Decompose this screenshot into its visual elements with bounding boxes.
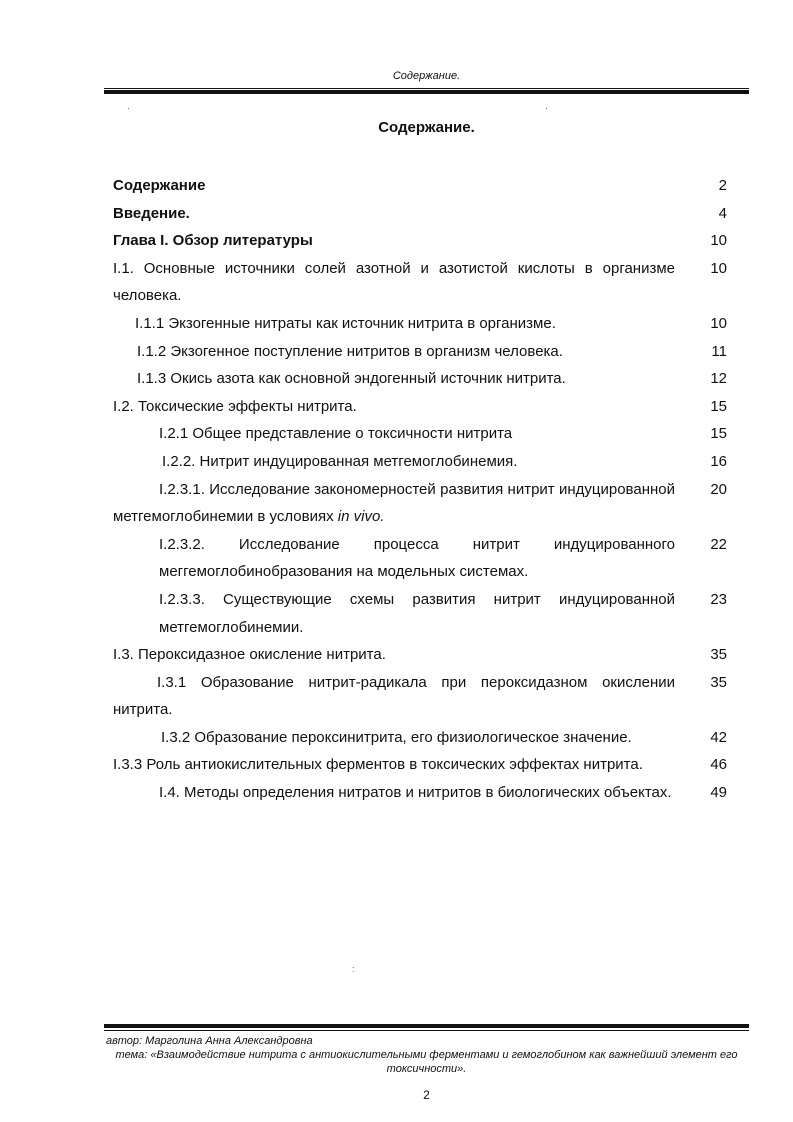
toc-entry-page: 23: [710, 590, 727, 608]
toc-entry-text: I.2. Токсические эффекты нитрита.: [113, 397, 357, 415]
toc-entry-text: I.1.3 Окись азота как основной эндогенный источник нитрита.: [137, 370, 566, 388]
footer: [104, 1034, 749, 1076]
scan-speck: ·: [127, 103, 130, 113]
running-header: Содержание.: [392, 70, 461, 82]
header-rule-thick: [104, 90, 749, 94]
toc-entry-text: I.2.1 Общее представление о токсичности нитрита: [159, 425, 513, 443]
toc-entry-text: I.2.3.2. Исследование процесса нитрит индуцированного меггемоглобинобразования на модельных системах.: [159, 535, 675, 581]
toc-entry-text: I.3.1 Образование нитрит-радикала при пероксидазном окислении нитрита.: [113, 673, 675, 719]
toc-entry: [113, 338, 727, 366]
toc-entry-text: Введение.: [113, 204, 190, 222]
toc-entry-page: 35: [710, 646, 727, 664]
toc-entry-text: I.2.2. Нитрит индуцированная метгемоглобинемия.: [162, 452, 518, 470]
toc-entry-page: 35: [710, 673, 727, 691]
toc-entry-page: 15: [710, 397, 727, 415]
toc-entry-page: 20: [710, 480, 727, 498]
toc-entry: [113, 172, 727, 200]
toc-entry: [113, 641, 727, 669]
toc-entry: [113, 255, 727, 310]
footer-rule-thick: [104, 1024, 749, 1028]
toc-entry-text: I.4. Методы определения нитратов и нитритов в биологических объектах.: [159, 784, 672, 802]
toc-entry: [113, 779, 727, 807]
toc-entry: [113, 200, 727, 228]
toc-entry-text: [113, 476, 675, 531]
scan-speck: ·: [545, 103, 548, 113]
toc-entry-page: 10: [710, 314, 727, 332]
toc-entry-page: 22: [710, 535, 727, 553]
toc-entry-page: 11: [711, 342, 727, 360]
header-rule-thin: [104, 88, 749, 89]
toc-entry-page: 10: [710, 259, 727, 277]
footer-author: автор: Марголина Анна Александровна: [106, 1035, 313, 1047]
toc-entry-page: 42: [710, 728, 727, 746]
toc-entry-text: I.3. Пероксидазное окисление нитрита.: [113, 646, 386, 664]
footer-rule-thin: [104, 1030, 749, 1031]
toc-entry-text-italic: in vivo.: [337, 508, 385, 526]
toc-entry-text: I.3.3 Роль антиокислительных ферментов в токсических эффектах нитрита.: [113, 756, 643, 774]
table-of-contents: [113, 172, 727, 807]
toc-entry-text: I.1.2 Экзогенное поступление нитритов в организм человека.: [137, 342, 563, 360]
toc-entry: [113, 669, 727, 724]
toc-entry-text: Глава I. Обзор литературы: [113, 232, 313, 250]
toc-entry-text: I.1. Основные источники солей азотной и азотистой кислоты в организме человека.: [113, 259, 675, 305]
toc-entry-page: 4: [718, 204, 727, 222]
footer-topic: тема: «Взаимодействие нитрита с антиокислительными ферментами и гемоглобином как важнейший элемент его токсичности».: [115, 1049, 738, 1075]
toc-entry-text: I.1.1 Экзогенные нитраты как источник нитрита в организме.: [135, 314, 556, 332]
toc-entry-page: 10: [710, 232, 727, 250]
toc-entry-page: 49: [710, 784, 727, 802]
toc-entry-page: 15: [710, 425, 727, 443]
toc-entry: [113, 310, 727, 338]
toc-entry-page: 16: [710, 452, 727, 470]
toc-entry: [113, 531, 727, 586]
toc-entry-page: 12: [710, 370, 727, 388]
toc-entry-page: 46: [710, 756, 727, 774]
toc-entry-page: 2: [718, 177, 727, 194]
page-title: Содержание.: [378, 119, 475, 136]
page-number: 2: [423, 1088, 430, 1102]
toc-entry: [113, 420, 727, 448]
toc-entry: [113, 393, 727, 421]
toc-entry: [113, 751, 727, 779]
toc-entry: [113, 448, 727, 476]
toc-entry: [113, 365, 727, 393]
toc-entry: [113, 724, 727, 752]
toc-entry-text: Содержание: [113, 177, 206, 194]
toc-entry: [113, 586, 727, 641]
toc-entry-text: I.2.3.3. Существующие схемы развития нитрит индуцированной метгемоглобинемии.: [159, 590, 675, 636]
toc-entry-text-main: I.2.3.1. Исследование закономерностей развития нитрит индуцированной метгемоглобинемии в условиях: [113, 480, 675, 526]
toc-entry: [113, 476, 727, 531]
toc-entry-text: I.3.2 Образование пероксинитрита, его физиологическое значение.: [161, 728, 632, 746]
scan-speck: :: [352, 964, 355, 974]
toc-entry: [113, 227, 727, 255]
